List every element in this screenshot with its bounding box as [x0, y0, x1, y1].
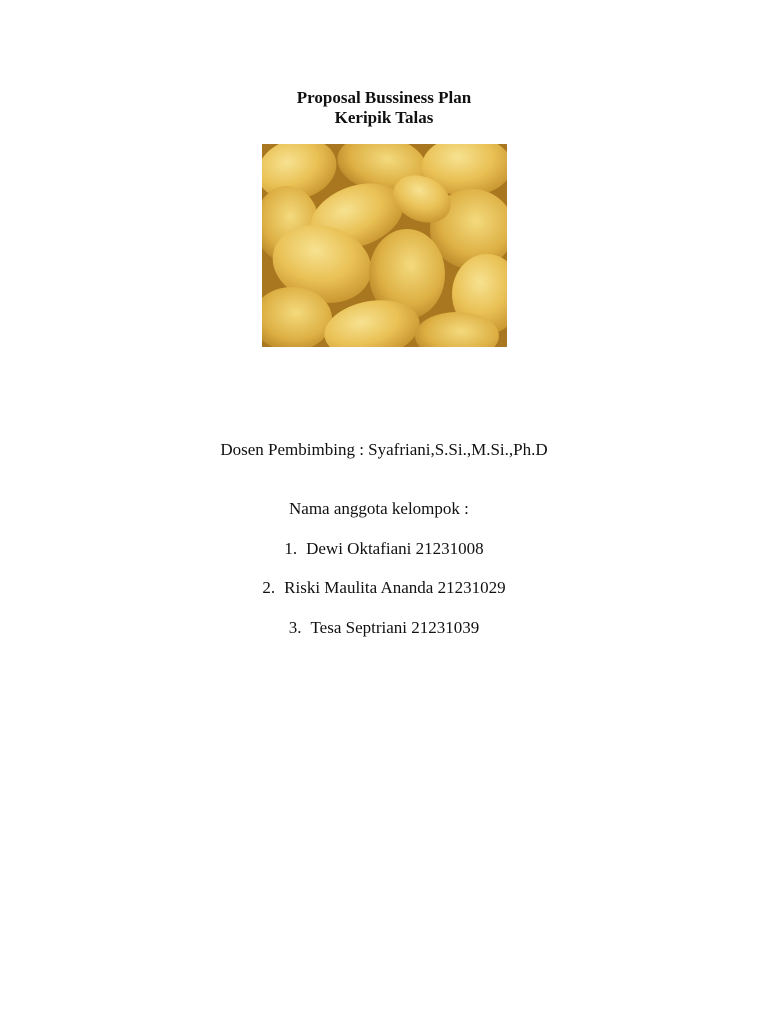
list-item-number: 3. [288, 618, 302, 637]
list-item [0, 578, 768, 598]
list-item [0, 539, 768, 559]
list-item [0, 618, 768, 638]
list-item-number: 2. [262, 578, 276, 597]
list-item-number: 1. [284, 539, 298, 558]
members-heading: Nama anggota kelompok : [289, 499, 469, 518]
document-title: Proposal Bussiness Plan [296, 88, 472, 107]
list-item-text: Dewi Oktafiani 21231008 [306, 539, 484, 558]
supervisor-line: Dosen Pembimbing : Syafriani,S.Si.,M.Si.,Ph.D [220, 440, 548, 459]
taro-chips-photo [262, 144, 507, 347]
list-item-text: Tesa Septriani 21231039 [310, 618, 480, 637]
list-item-text: Riski Maulita Ananda 21231029 [284, 578, 506, 597]
document-subtitle: Keripik Talas [334, 108, 434, 127]
